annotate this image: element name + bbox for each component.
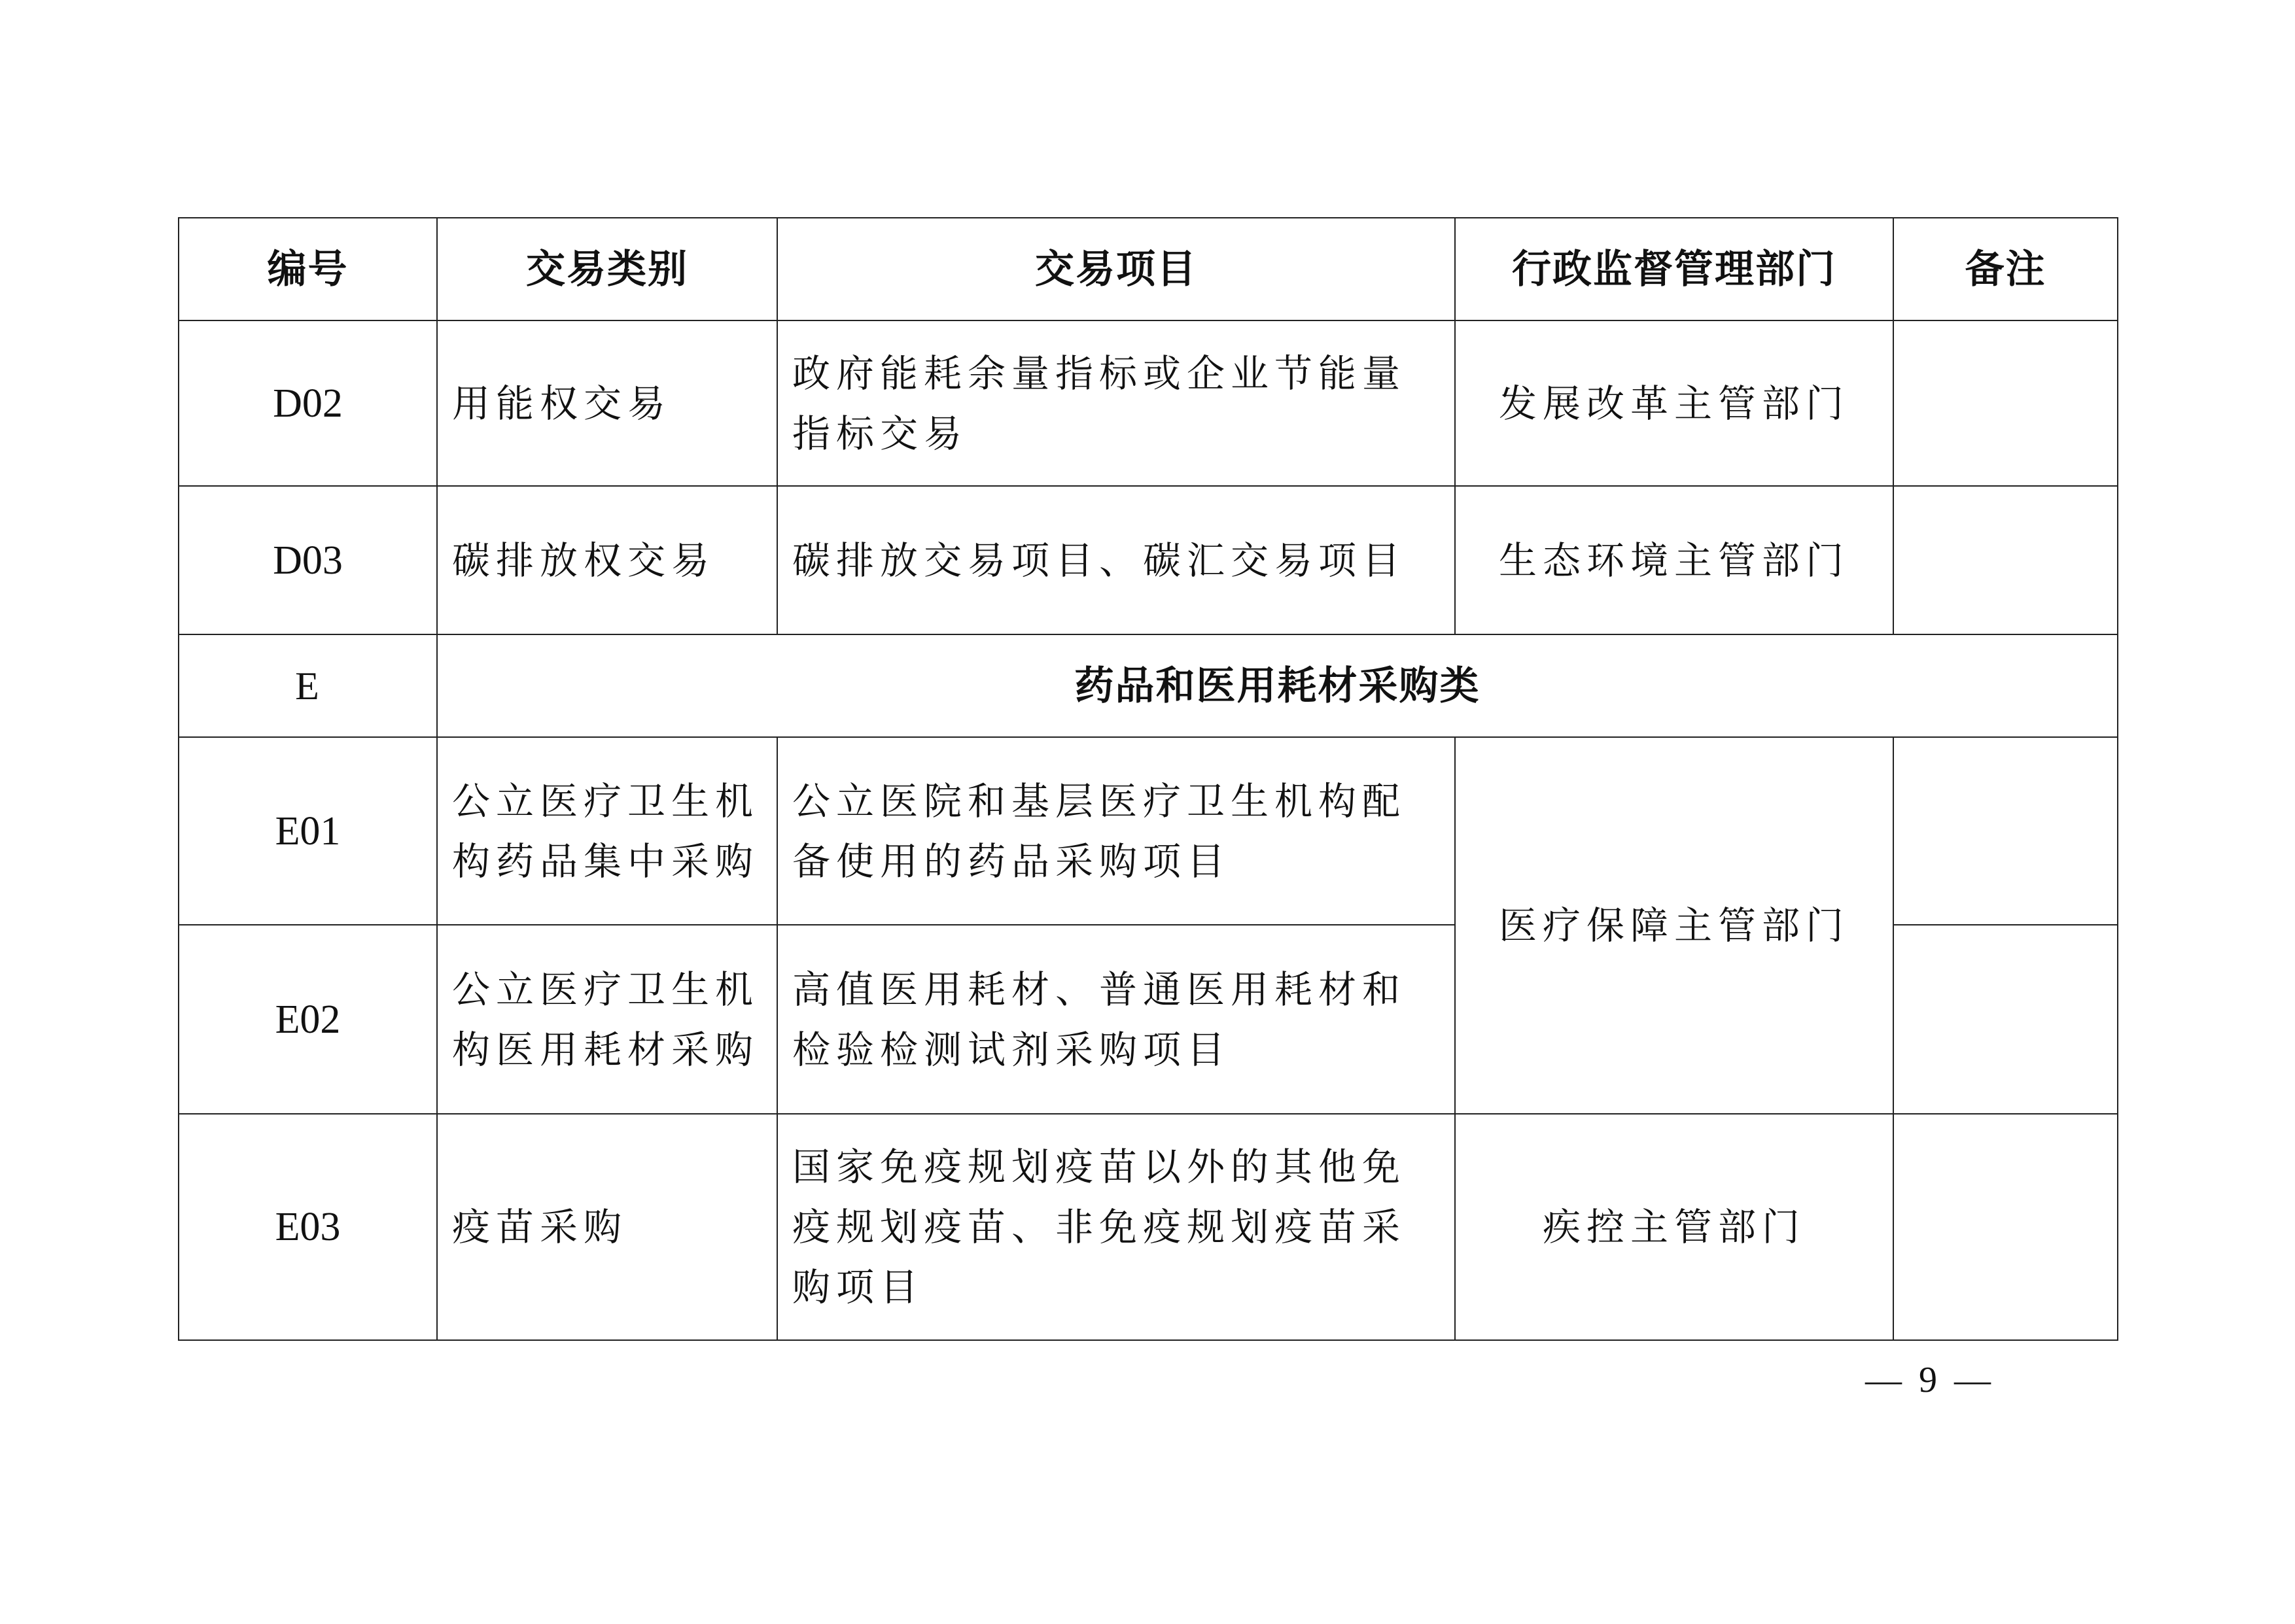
row-item: 公立医院和基层医疗卫生机构配备使用的药品采购项目: [777, 737, 1455, 925]
header-item: 交易项目: [777, 218, 1455, 320]
row-note: [1893, 320, 2118, 486]
row-code: E02: [179, 925, 437, 1114]
header-dept: 行政监督管理部门: [1455, 218, 1893, 320]
header-category: 交易类别: [437, 218, 777, 320]
table-row: [179, 320, 2118, 486]
section-row: [179, 634, 2118, 737]
row-item: 碳排放交易项目、碳汇交易项目: [777, 486, 1455, 634]
row-category: 碳排放权交易: [437, 486, 777, 634]
row-item: 国家免疫规划疫苗以外的其他免疫规划疫苗、非免疫规划疫苗采购项目: [777, 1114, 1455, 1340]
table-header-row: [179, 218, 2118, 320]
row-item: 高值医用耗材、普通医用耗材和检验检测试剂采购项目: [777, 925, 1455, 1114]
table-row: [179, 1114, 2118, 1340]
merged-dept: 医疗保障主管部门: [1455, 737, 1893, 1114]
row-dept: 发展改革主管部门: [1455, 320, 1893, 486]
section-code: E: [179, 634, 437, 737]
row-note: [1893, 925, 2118, 1114]
header-note: 备注: [1893, 218, 2118, 320]
row-category: 疫苗采购: [437, 1114, 777, 1340]
row-code: E01: [179, 737, 437, 925]
table-row: [179, 486, 2118, 634]
row-item: 政府能耗余量指标或企业节能量指标交易: [777, 320, 1455, 486]
header-code: 编号: [179, 218, 437, 320]
row-note: [1893, 486, 2118, 634]
regulation-table: [178, 217, 2118, 1341]
row-category: 公立医疗卫生机构医用耗材采购: [437, 925, 777, 1114]
row-note: [1893, 737, 2118, 925]
section-title: 药品和医用耗材采购类: [437, 634, 2118, 737]
row-note: [1893, 1114, 2118, 1340]
row-category: 公立医疗卫生机构药品集中采购: [437, 737, 777, 925]
row-dept: 生态环境主管部门: [1455, 486, 1893, 634]
page-number: — 9 —: [1865, 1360, 1995, 1400]
row-code: E03: [179, 1114, 437, 1340]
row-code: D02: [179, 320, 437, 486]
row-dept: 疾控主管部门: [1455, 1114, 1893, 1340]
row-category: 用能权交易: [437, 320, 777, 486]
row-code: D03: [179, 486, 437, 634]
table-row: [179, 737, 2118, 925]
